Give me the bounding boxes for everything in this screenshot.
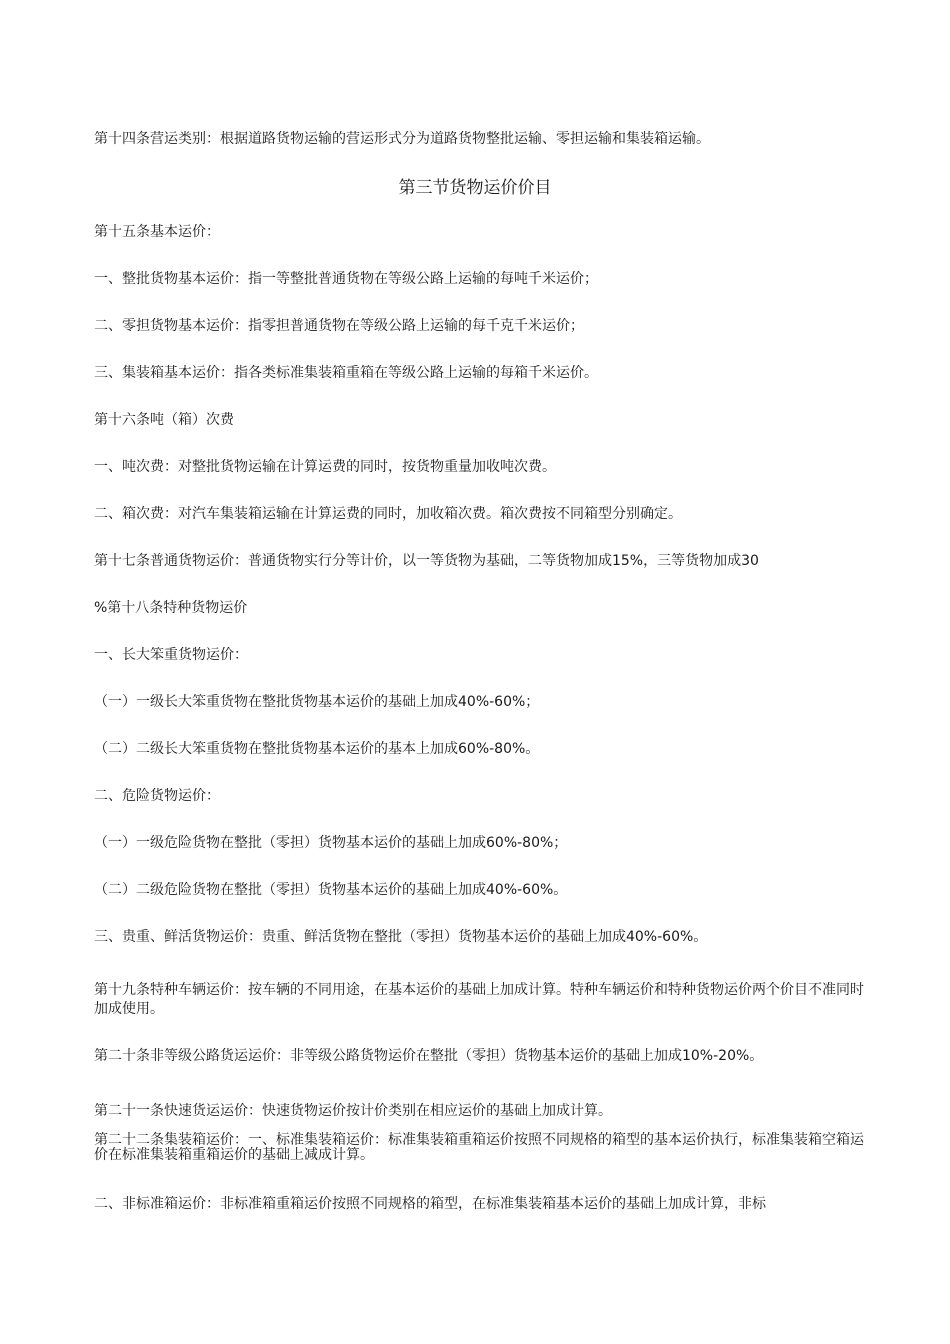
article-15: 第十五条基本运价： bbox=[94, 224, 220, 240]
article-22: 第二十二条集装箱运价：一、标准集装箱运价：标准集装箱重箱运价按照不同规格的箱型的基本运价执行，标准集装箱空箱运价在标准集装箱重箱运价的基础上减成计算。 bbox=[94, 1132, 864, 1163]
article-14: 第十四条营运类别：根据道路货物运输的营运形式分为道路货物整批运输、零担运输和集装箱运输。 bbox=[94, 131, 710, 147]
article-20: 第二十条非等级公路货运运价：非等级公路货物运价在整批（零担）货物基本运价的基础上加成10%-20%。 bbox=[94, 1048, 764, 1064]
article-17: 第十七条普通货物运价：普通货物实行分等计价，以一等货物为基础，二等货物加成15%，三等货物加成30 bbox=[94, 553, 759, 569]
article-15-item-3: 三、集装箱基本运价：指各类标准集装箱重箱在等级公路上运输的每箱千米运价。 bbox=[94, 365, 598, 381]
article-21: 第二十一条快速货运运价：快速货物运价按计价类别在相应运价的基础上加成计算。 bbox=[94, 1103, 612, 1119]
article-15-item-2: 二、零担货物基本运价：指零担普通货物在等级公路上运输的每千克千米运价； bbox=[94, 318, 584, 334]
section-heading: 第三节货物运价价目 bbox=[398, 178, 552, 198]
article-22-item-2: 二、非标准箱运价：非标准箱重箱运价按照不同规格的箱型，在标准集装箱基本运价的基础上加成计算，非标 bbox=[94, 1196, 766, 1212]
article-16-item-1: 一、吨次费：对整批货物运输在计算运费的同时，按货物重量加收吨次费。 bbox=[94, 459, 556, 475]
article-18-item-2-2: （二）二级危险货物在整批（零担）货物基本运价的基础上加成40%-60%。 bbox=[94, 882, 568, 898]
article-19: 第十九条特种车辆运价：按车辆的不同用途，在基本运价的基础上加成计算。特种车辆运价和特种货物运价两个价目不准同时加成使用。 bbox=[94, 982, 864, 1017]
article-15-item-1: 一、整批货物基本运价：指一等整批普通货物在等级公路上运输的每吨千米运价； bbox=[94, 271, 598, 287]
article-18: %第十八条特种货物运价 bbox=[94, 600, 248, 616]
article-16-item-2: 二、箱次费：对汽车集装箱运输在计算运费的同时，加收箱次费。箱次费按不同箱型分别确定。 bbox=[94, 506, 682, 522]
article-18-item-1-1: （一）一级长大笨重货物在整批货物基本运价的基础上加成40%-60%； bbox=[94, 694, 540, 710]
article-18-item-3: 三、贵重、鲜活货物运价：贵重、鲜活货物在整批（零担）货物基本运价的基础上加成40%-60%。 bbox=[94, 929, 708, 945]
article-18-item-1: 一、长大笨重货物运价： bbox=[94, 647, 248, 663]
article-16: 第十六条吨（箱）次费 bbox=[94, 412, 234, 428]
article-18-item-2: 二、危险货物运价： bbox=[94, 788, 220, 804]
article-18-item-1-2: （二）二级长大笨重货物在整批货物基本运价的基本上加成60%-80%。 bbox=[94, 741, 540, 757]
article-18-item-2-1: （一）一级危险货物在整批（零担）货物基本运价的基础上加成60%-80%； bbox=[94, 835, 568, 851]
